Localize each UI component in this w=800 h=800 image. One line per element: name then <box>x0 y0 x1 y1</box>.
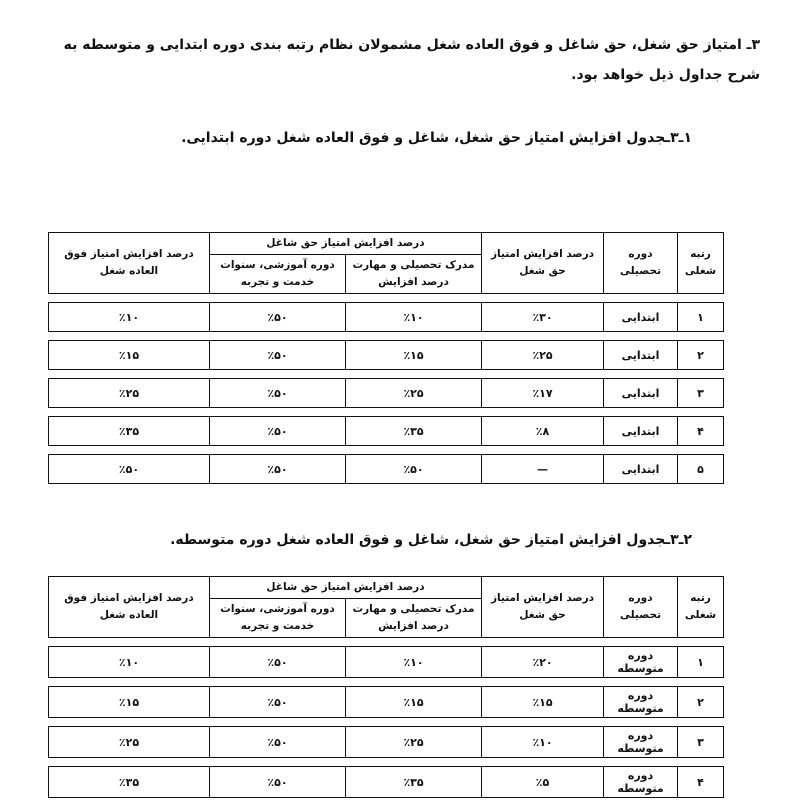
cell-rank: ۴ <box>678 417 724 446</box>
cell-degree: ٪۱۵ <box>346 341 482 370</box>
cell-education: ابتدایی <box>604 417 678 446</box>
cell-training: ٪۵۰ <box>210 379 346 408</box>
table1-title: ۱ـ۳ـجدول افزایش امتیاز حق شغل، شاغل و فوق العاده شغل دوره ابتدایی. <box>181 130 692 146</box>
table-row <box>49 379 724 408</box>
cell-degree: ٪۱۵ <box>346 687 482 718</box>
cell-allowance: ٪۱۰ <box>49 303 210 332</box>
table-row <box>49 647 724 678</box>
cell-degree: ٪۲۵ <box>346 727 482 758</box>
table-row <box>49 417 724 446</box>
table-row <box>49 727 724 758</box>
cell-degree: ٪۳۵ <box>346 767 482 798</box>
header-degree-skill: مدرک تحصیلی و مهارت درصد افزایش <box>346 599 482 638</box>
header-education-period: دوره تحصیلی <box>604 577 678 638</box>
cell-education: دوره متوسطه <box>604 647 678 678</box>
cell-education: دوره متوسطه <box>604 767 678 798</box>
cell-job-right: ٪۱۷ <box>482 379 604 408</box>
cell-education: ابتدایی <box>604 303 678 332</box>
cell-allowance: ٪۱۵ <box>49 687 210 718</box>
header-training-service: دوره آموزشی، سنوات خدمت و تجربه <box>210 599 346 638</box>
cell-degree: ٪۲۵ <box>346 379 482 408</box>
cell-job-right: ٪۱۰ <box>482 727 604 758</box>
header-special-allowance: درصد افزایش امتیاز فوق العاده شغل <box>49 233 210 294</box>
cell-training: ٪۵۰ <box>210 767 346 798</box>
cell-degree: ٪۵۰ <box>346 455 482 484</box>
table-row <box>49 767 724 798</box>
cell-training: ٪۵۰ <box>210 303 346 332</box>
cell-job-right: ٪۱۵ <box>482 687 604 718</box>
header-special-allowance: درصد افزایش امتیاز فوق العاده شغل <box>49 577 210 638</box>
cell-education: ابتدایی <box>604 379 678 408</box>
cell-education: ابتدایی <box>604 341 678 370</box>
cell-rank: ۴ <box>678 767 724 798</box>
table-row <box>49 687 724 718</box>
cell-degree: ٪۱۰ <box>346 303 482 332</box>
cell-allowance: ٪۵۰ <box>49 455 210 484</box>
cell-training: ٪۵۰ <box>210 341 346 370</box>
header-rank: رتبه شغلی <box>678 233 724 294</box>
header-job-right: درصد افزایش امتیاز حق شغل <box>482 233 604 294</box>
table-row <box>49 341 724 370</box>
cell-education: ابتدایی <box>604 455 678 484</box>
cell-education: دوره متوسطه <box>604 687 678 718</box>
cell-rank: ۳ <box>678 379 724 408</box>
cell-job-right: ٪۲۵ <box>482 341 604 370</box>
table-row <box>49 455 724 484</box>
cell-training: ٪۵۰ <box>210 455 346 484</box>
header-job-right: درصد افزایش امتیاز حق شغل <box>482 577 604 638</box>
header-occupant-right: درصد افزایش امتیاز حق شاغل <box>210 577 482 599</box>
cell-rank: ۵ <box>678 455 724 484</box>
header-degree-skill: مدرک تحصیلی و مهارت درصد افزایش <box>346 255 482 294</box>
cell-training: ٪۵۰ <box>210 647 346 678</box>
cell-training: ٪۵۰ <box>210 687 346 718</box>
header-occupant-right: درصد افزایش امتیاز حق شاغل <box>210 233 482 255</box>
cell-education: دوره متوسطه <box>604 727 678 758</box>
cell-rank: ۳ <box>678 727 724 758</box>
table2-title: ۲ـ۳ـجدول افزایش امتیاز حق شغل، شاغل و فوق العاده شغل دوره متوسطه. <box>170 532 692 548</box>
cell-rank: ۲ <box>678 341 724 370</box>
cell-rank: ۲ <box>678 687 724 718</box>
cell-training: ٪۵۰ <box>210 727 346 758</box>
cell-degree: ٪۱۰ <box>346 647 482 678</box>
cell-job-right: ٪۵ <box>482 767 604 798</box>
table-secondary-school <box>48 576 724 798</box>
cell-allowance: ٪۳۵ <box>49 417 210 446</box>
cell-training: ٪۵۰ <box>210 417 346 446</box>
cell-rank: ۱ <box>678 303 724 332</box>
header-training-service: دوره آموزشی، سنوات خدمت و تجربه <box>210 255 346 294</box>
table-row <box>49 303 724 332</box>
cell-allowance: ٪۱۵ <box>49 341 210 370</box>
cell-degree: ٪۳۵ <box>346 417 482 446</box>
cell-allowance: ٪۲۵ <box>49 379 210 408</box>
cell-job-right: ٪۸ <box>482 417 604 446</box>
table-primary-school <box>48 232 724 484</box>
header-rank: رتبه شغلی <box>678 577 724 638</box>
cell-job-right: ٪۳۰ <box>482 303 604 332</box>
cell-rank: ۱ <box>678 647 724 678</box>
cell-allowance: ٪۲۵ <box>49 727 210 758</box>
cell-allowance: ٪۳۵ <box>49 767 210 798</box>
header-education-period: دوره تحصیلی <box>604 233 678 294</box>
cell-allowance: ٪۱۰ <box>49 647 210 678</box>
cell-job-right: ٪۲۰ <box>482 647 604 678</box>
intro-paragraph: ۳ـ امتیاز حق شغل، حق شاغل و فوق العاده شغل مشمولان نظام رتبه بندی دوره ابتدایی و متوسطه به شرح جداول ذیل خواهد بود. <box>63 37 760 83</box>
cell-job-right: — <box>482 455 604 484</box>
